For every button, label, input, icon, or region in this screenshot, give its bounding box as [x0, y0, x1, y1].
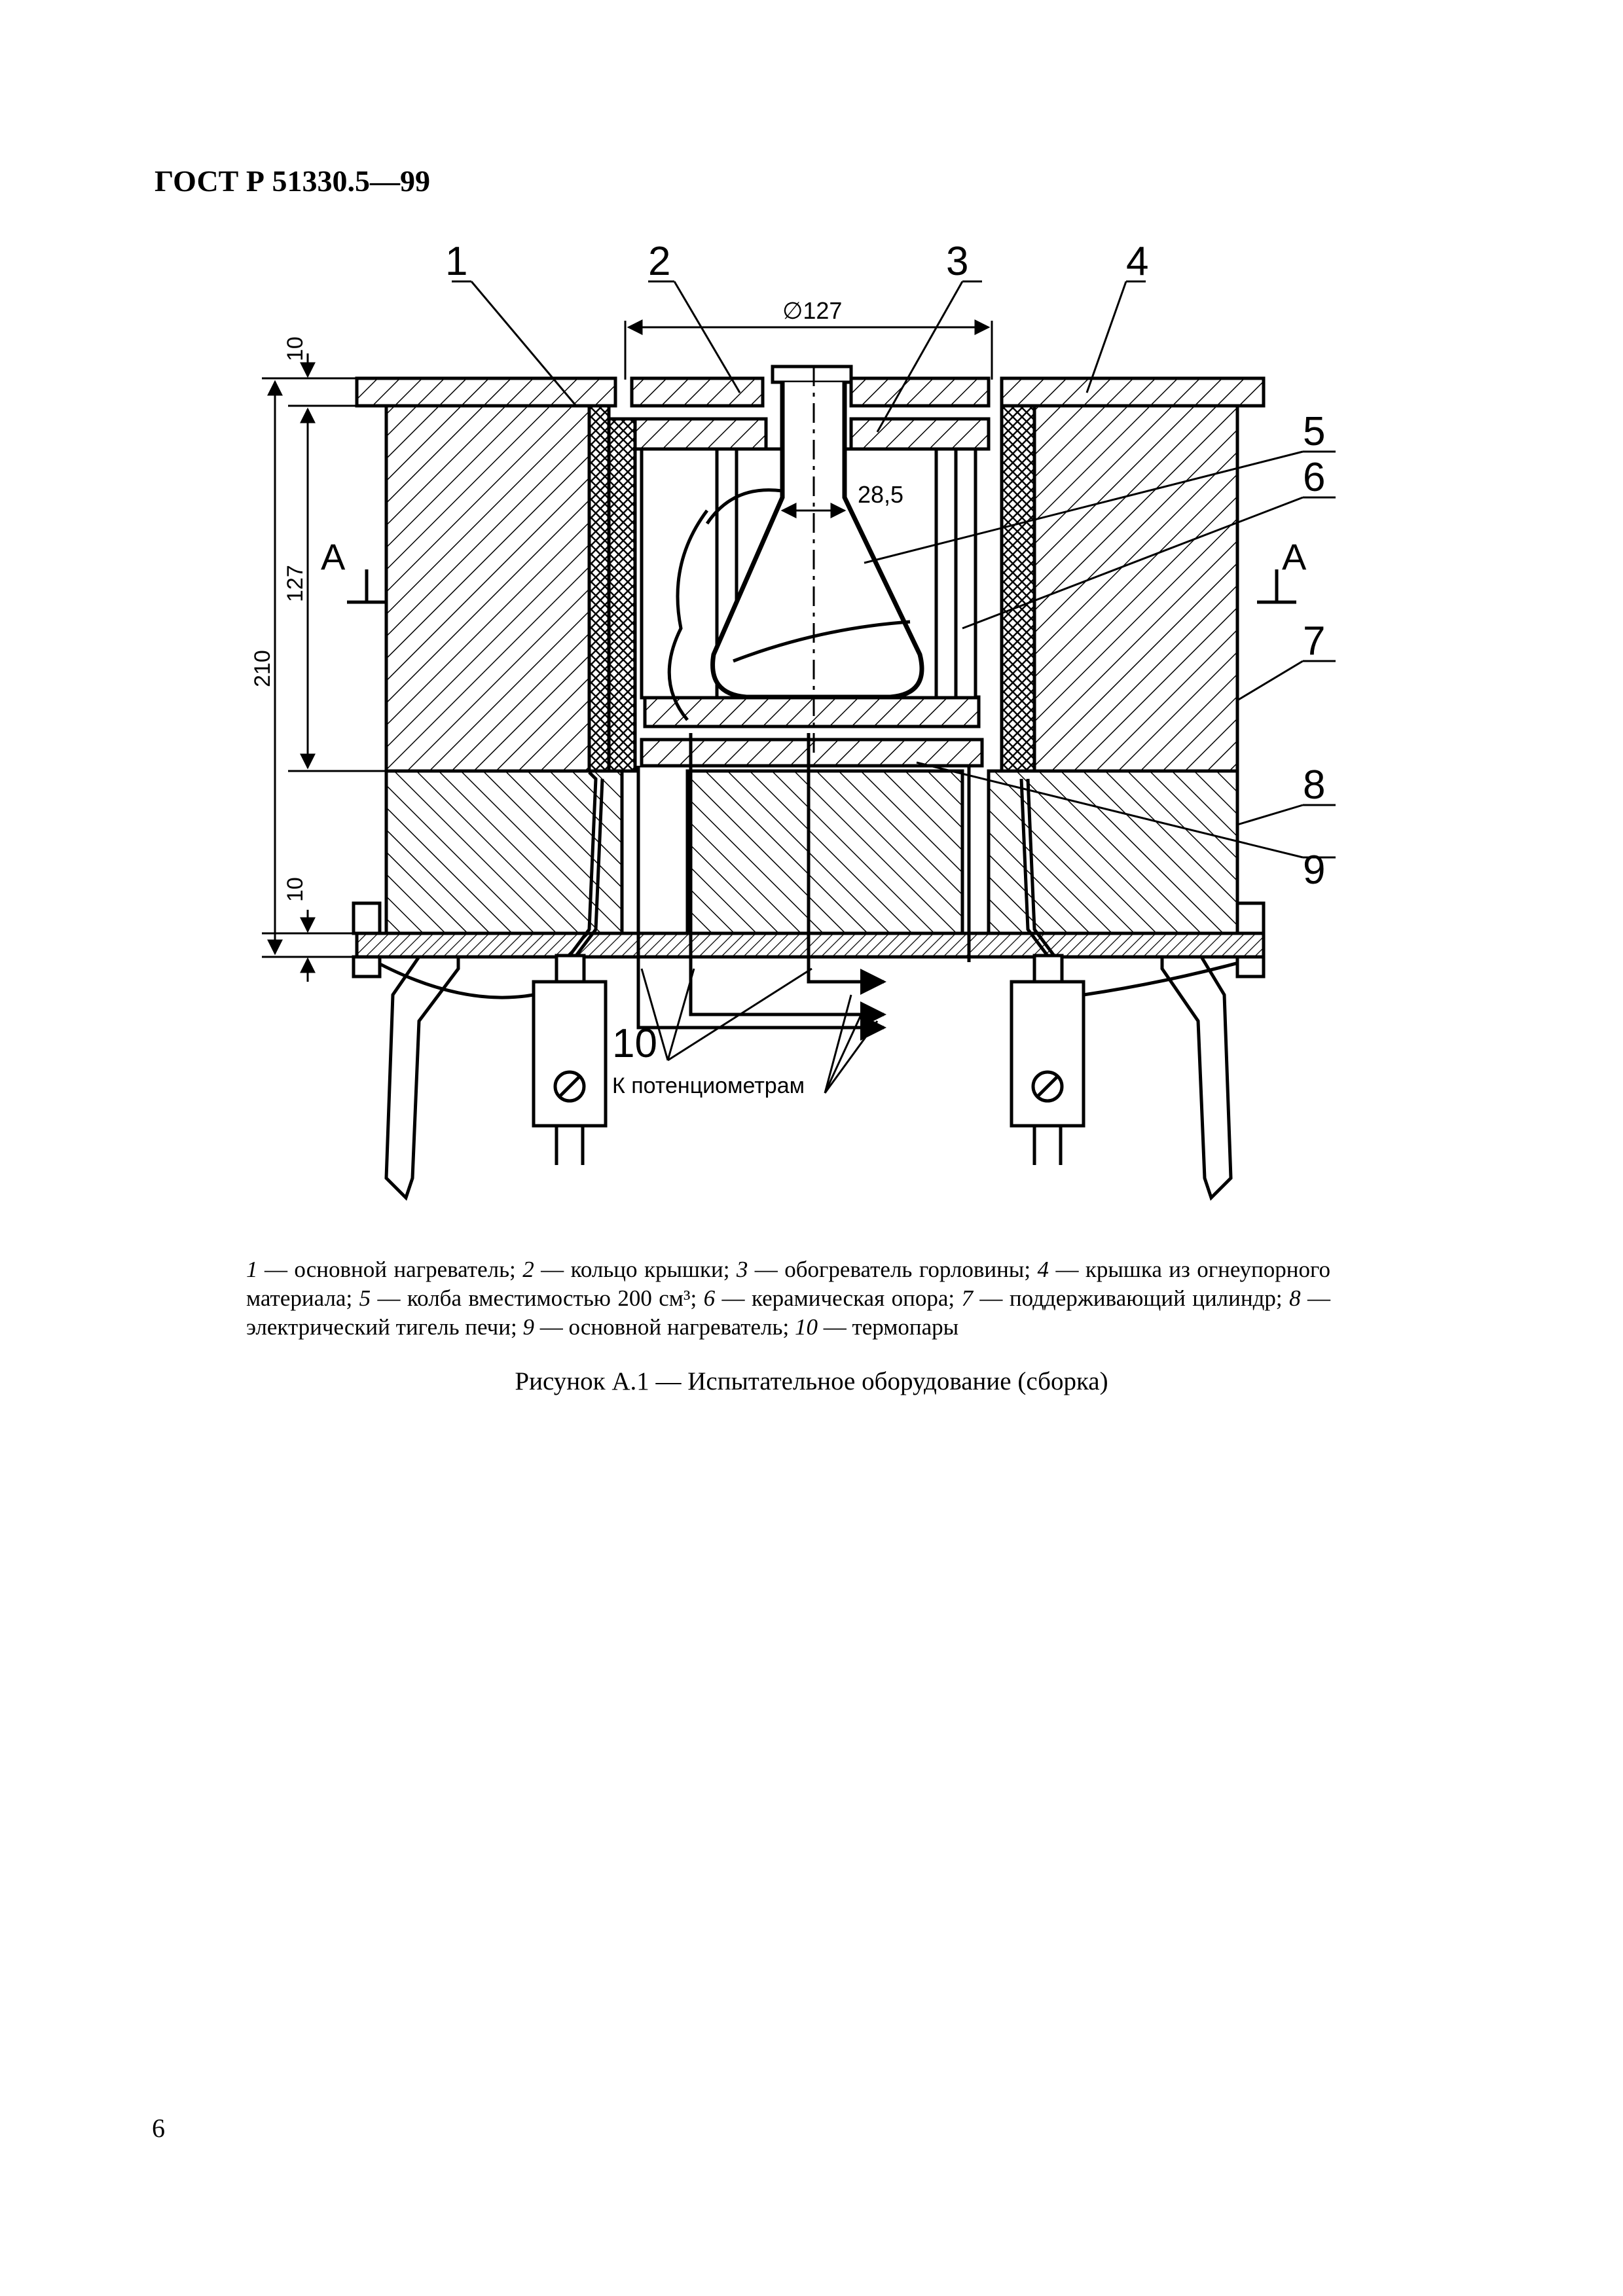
neck-heater-right	[851, 419, 989, 449]
callout-10: 10	[612, 1021, 657, 1066]
callout-6: 6	[1303, 455, 1326, 500]
legend-num: 8	[1289, 1285, 1301, 1311]
dim-top-ring: 10	[283, 336, 308, 361]
legend-text: — термопары	[817, 1314, 959, 1340]
legend-text: — керамическая опора;	[715, 1285, 962, 1311]
legend-num: 7	[961, 1285, 974, 1311]
legend-text: — колба вместимостью 200 см³;	[371, 1285, 704, 1311]
leg-right	[1162, 957, 1231, 1198]
neck-heater-left	[635, 419, 766, 449]
crucible-center	[687, 771, 962, 933]
callout-2: 2	[648, 239, 671, 284]
lid-ring-left	[632, 378, 763, 406]
legend-text: — обогреватель горловины;	[748, 1257, 1038, 1282]
legend-text: — кольцо крышки;	[534, 1257, 737, 1282]
legend-num: 2	[522, 1257, 534, 1282]
terminal-box-left	[534, 982, 606, 1126]
legend-text: — электрический тигель печи;	[246, 1285, 1330, 1340]
dim-bottom-ring: 10	[283, 877, 308, 902]
legend-text: — основной нагреватель;	[257, 1257, 523, 1282]
callout-5: 5	[1303, 409, 1326, 454]
callout-1: 1	[445, 239, 468, 284]
legend-text: — крышка из огнеупорного материала;	[246, 1257, 1330, 1311]
lid-right	[1002, 378, 1264, 406]
legend-num: 5	[359, 1285, 371, 1311]
heater-right	[1002, 406, 1034, 771]
legend-num: 1	[246, 1257, 258, 1282]
legend-num: 6	[703, 1285, 716, 1311]
callout-7: 7	[1303, 619, 1326, 664]
heater-left	[589, 406, 609, 771]
thermocouple-note: К потенциометрам	[612, 1073, 805, 1098]
bottom-heater	[642, 740, 982, 766]
lid-left	[357, 378, 615, 406]
support-cylinder-left	[386, 406, 589, 771]
crucible-left	[386, 771, 622, 933]
callout-8: 8	[1303, 762, 1326, 808]
legend-num: 9	[522, 1314, 534, 1340]
ceramic-wall-left	[609, 419, 635, 771]
lid-ring-right	[851, 378, 989, 406]
dim-neck: 28,5	[858, 481, 904, 508]
leg-left	[386, 957, 458, 1198]
terminal-box-right	[1012, 982, 1084, 1126]
figure-title: Рисунок А.1 — Испытательное оборудование (сборка)	[515, 1367, 1108, 1395]
page-number: 6	[152, 2113, 165, 2143]
dim-diameter: ∅127	[782, 297, 843, 324]
section-mark-right: A	[1282, 536, 1307, 577]
legend-text: — поддерживающий цилиндр;	[973, 1285, 1290, 1311]
legend-num: 4	[1037, 1257, 1049, 1282]
callout-4: 4	[1126, 239, 1149, 284]
section-mark-left: A	[321, 536, 346, 577]
dim-inner-height: 127	[283, 565, 308, 602]
legend-num: 10	[794, 1314, 818, 1340]
legend-num: 3	[736, 1257, 748, 1282]
figure-legend	[246, 1255, 1330, 1342]
ceramic-support	[645, 697, 979, 726]
callout-9: 9	[1303, 848, 1326, 893]
document-code: ГОСТ Р 51330.5—99	[155, 164, 430, 198]
callout-3: 3	[946, 239, 969, 284]
dim-total-height: 210	[250, 650, 275, 687]
legend-text: — основной нагреватель;	[534, 1314, 795, 1340]
